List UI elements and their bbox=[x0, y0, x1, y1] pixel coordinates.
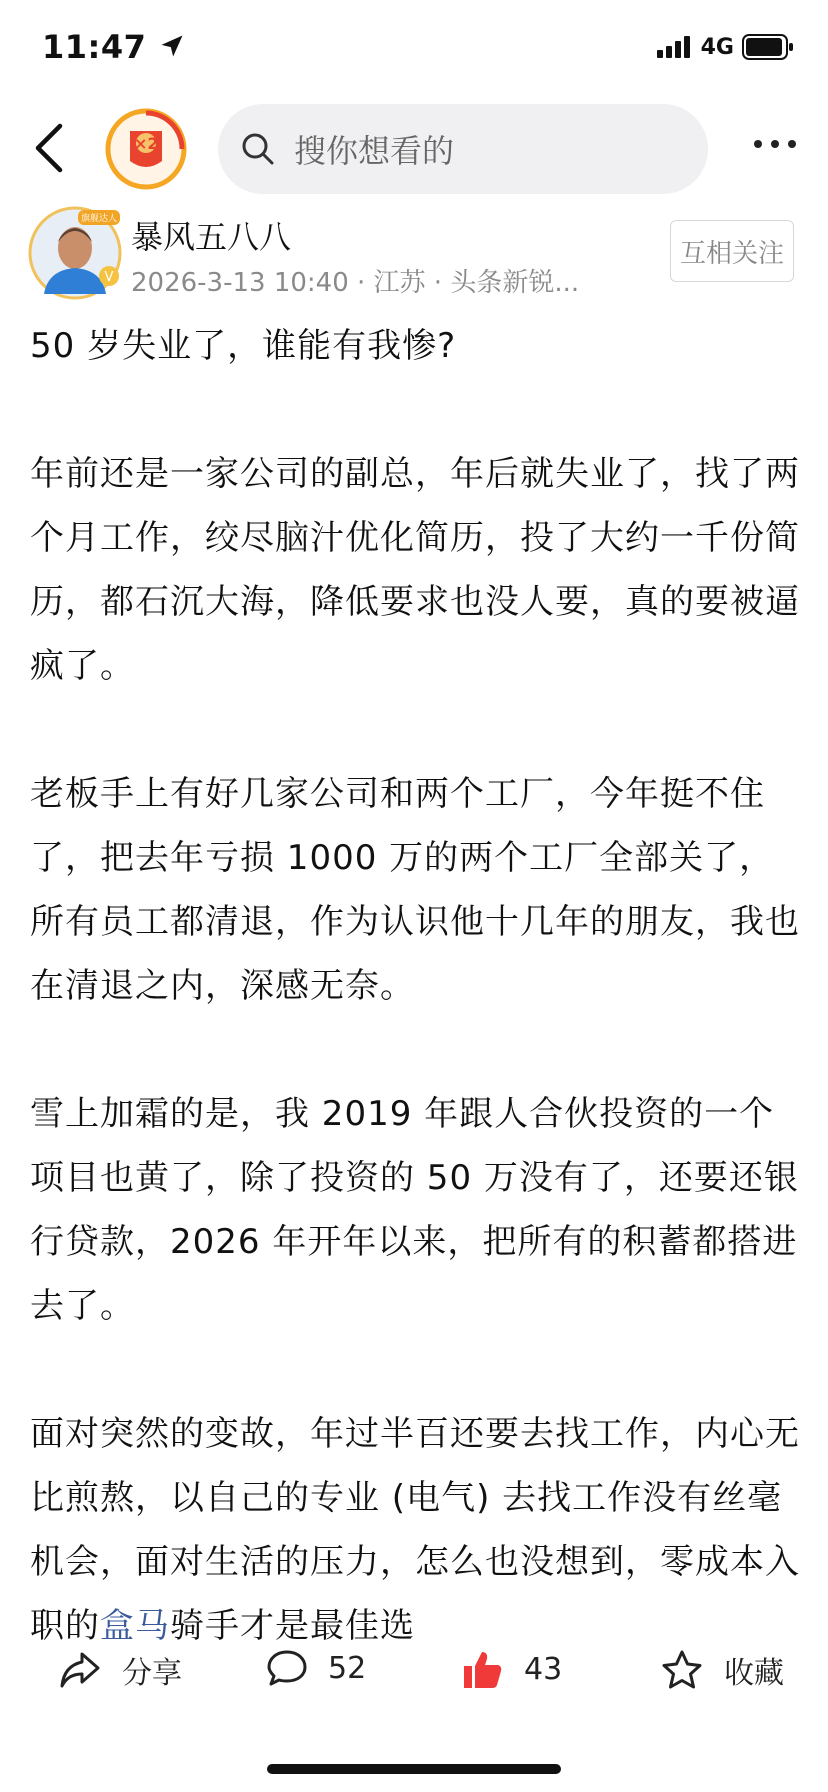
author-avatar[interactable] bbox=[28, 206, 122, 300]
hema-link[interactable]: 盒马 bbox=[100, 1606, 170, 1646]
more-dot-icon bbox=[754, 140, 762, 148]
comment-icon bbox=[266, 1648, 308, 1688]
search-bar[interactable] bbox=[218, 104, 708, 194]
location-arrow-icon bbox=[158, 32, 186, 60]
comment-count: 52 bbox=[328, 1650, 367, 1686]
share-icon bbox=[58, 1650, 102, 1690]
comment-button[interactable] bbox=[266, 1648, 366, 1688]
back-button[interactable] bbox=[28, 118, 72, 178]
home-indicator[interactable] bbox=[267, 1764, 561, 1774]
battery-icon bbox=[742, 34, 794, 60]
search-icon bbox=[240, 131, 276, 167]
follow-button[interactable]: 互相关注 bbox=[670, 220, 794, 282]
reward-multiplier: ×2 bbox=[134, 134, 159, 153]
thumbs-up-icon bbox=[460, 1648, 504, 1690]
collect-label: 收藏 bbox=[724, 1656, 784, 1691]
bottom-action-bar bbox=[0, 1624, 828, 1724]
share-label: 分享 bbox=[122, 1656, 182, 1691]
reward-badge[interactable] bbox=[104, 107, 188, 191]
avatar-badge: 旗舰达人 bbox=[78, 210, 120, 225]
signal-icon bbox=[657, 36, 693, 58]
more-dot-icon bbox=[771, 140, 779, 148]
paragraph: 雪上加霜的是，我 2019 年跟人合伙投资的一个项目也黄了，除了投资的 50 万没有了，还要还银行贷款，2026 年开年以来，把所有的积蓄都搭进去了。 bbox=[30, 1094, 799, 1326]
status-time: 11:47 bbox=[42, 28, 186, 66]
article-body bbox=[30, 314, 800, 1646]
svg-text:V: V bbox=[104, 270, 114, 285]
more-button[interactable] bbox=[754, 140, 796, 148]
network-type: 4G bbox=[700, 34, 734, 60]
share-button[interactable] bbox=[58, 1648, 182, 1692]
paragraph-text: 骑手才是最佳选 bbox=[170, 1606, 415, 1646]
like-button[interactable] bbox=[460, 1648, 562, 1690]
star-icon bbox=[660, 1649, 704, 1691]
author-name[interactable]: 暴风五八八 bbox=[131, 218, 292, 256]
more-dot-icon bbox=[788, 140, 796, 148]
article-title: 50 岁失业了，谁能有我惨? bbox=[30, 326, 457, 366]
paragraph: 年前还是一家公司的副总，年后就失业了，找了两个月工作，绞尽脑汁优化简历，投了大约一千份简历，都石沉大海，降低要求也没人要，真的要被逼疯了。 bbox=[30, 454, 800, 686]
paragraph bbox=[30, 1402, 800, 1658]
collect-button[interactable] bbox=[660, 1648, 784, 1692]
post-meta: 2026-3-13 10:40 · 江苏 · 头条新锐... bbox=[131, 268, 580, 298]
chevron-left-icon bbox=[28, 118, 72, 178]
paragraph: 老板手上有好几家公司和两个工厂，今年挺不住了，把去年亏损 1000 万的两个工厂全部关了，所有员工都清退，作为认识他十几年的朋友，我也在清退之内，深感无奈。 bbox=[30, 774, 800, 1006]
status-icons bbox=[657, 34, 794, 60]
search-placeholder: 搜你想看的 bbox=[294, 132, 455, 170]
paragraph-text: 面对突然的变故，年过半百还要去找工作，内心无比煎熬，以自己的专业 (电气) 去找工作没有丝毫机会，面对生活的压力，怎么也没想到，零成本入职的 bbox=[30, 1414, 800, 1646]
like-count: 43 bbox=[524, 1651, 563, 1687]
